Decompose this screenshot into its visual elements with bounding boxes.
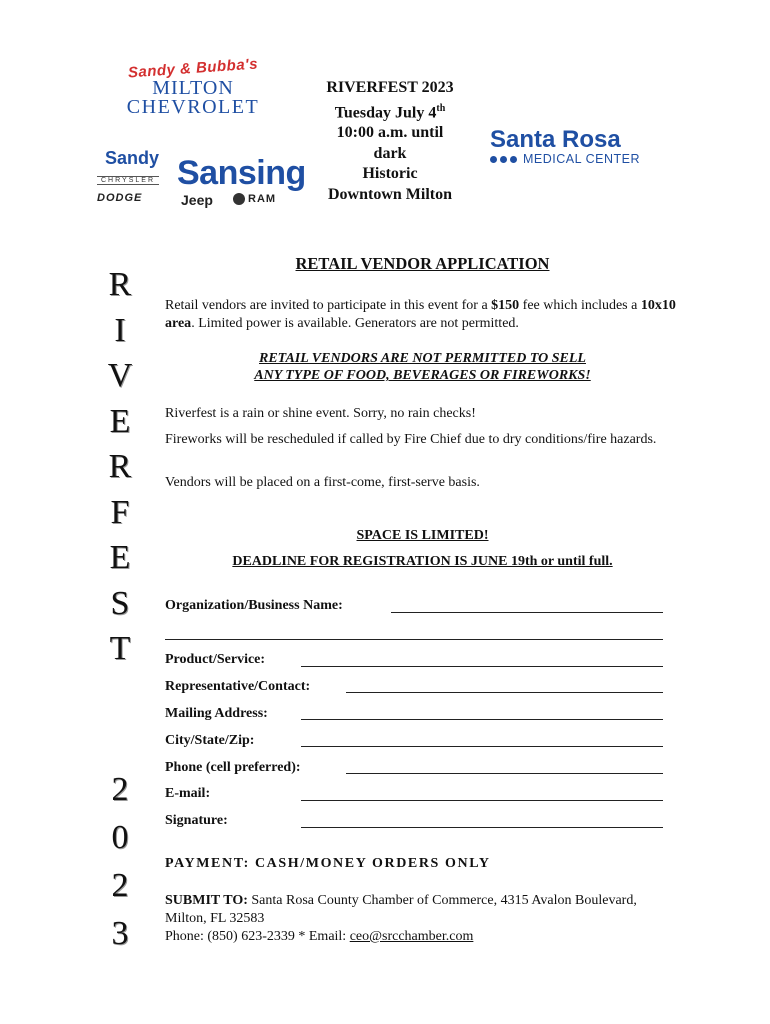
vertical-riverfest-banner <box>100 262 140 672</box>
event-location-1: Historic <box>362 165 418 183</box>
banner-letter: E <box>109 539 131 576</box>
santa-rosa-medical-center-logo <box>490 128 680 166</box>
mailing-label: Mailing Address: <box>165 706 268 721</box>
org-field[interactable] <box>391 612 663 613</box>
logo-ram-text: RAM <box>248 193 277 205</box>
placement-policy: Vendors will be placed on a first-come, first-serve basis. <box>165 475 480 490</box>
product-field[interactable] <box>301 666 663 667</box>
submit-info: SUBMIT TO: Santa Rosa County Chamber of Commerce, 4315 Avalon Boulevard, Milton, FL 32583 Phone: (850) 623-2339 * Email: ceo@srcchamber.com <box>165 893 637 944</box>
banner-letter: F <box>110 493 130 531</box>
logo-jeep-text: Jeep <box>181 192 213 208</box>
sandy-sansing-logo <box>95 146 305 210</box>
rain-policy: Riverfest is a rain or shine event. Sorry, no rain checks! <box>165 406 476 421</box>
fireworks-policy: Fireworks will be rescheduled if called by Fire Chief due to dry conditions/fire hazards. <box>165 432 657 447</box>
logo-sandy-bubba-text: Sandy & Bubba's <box>127 55 259 82</box>
logo-ram <box>233 193 276 205</box>
logo-sansing-text: Sansing <box>177 154 306 192</box>
intro-paragraph: Retail vendors are invited to participate in this event for a $150 fee which includes a 10x10 area. Limited power is available. Generators are not permitted. <box>165 298 676 331</box>
vendor-restriction-warning: RETAIL VENDORS ARE NOT PERMITTED TO SELL ANY TYPE OF FOOD, BEVERAGES OR FIREWORKS! <box>254 351 591 383</box>
banner-letter: V <box>107 357 133 394</box>
email-field[interactable] <box>301 800 663 801</box>
event-time-end: dark <box>373 144 407 162</box>
logo-medical-center-text: MEDICAL CENTER <box>523 152 640 166</box>
logo-santa-rosa-text: Santa Rosa <box>490 126 621 153</box>
logo-dodge-text: DODGE <box>97 192 143 204</box>
rep-field[interactable] <box>346 692 663 693</box>
dots-icon <box>490 156 517 163</box>
signature-label: Signature: <box>165 813 228 828</box>
signature-field[interactable] <box>301 827 663 828</box>
rep-label: Representative/Contact: <box>165 679 311 694</box>
org-label: Organization/Business Name: <box>165 598 343 613</box>
ram-head-icon <box>233 193 245 205</box>
payment-info: PAYMENT: CASH/MONEY ORDERS ONLY <box>165 856 491 871</box>
event-title: RIVERFEST 2023 <box>326 79 454 96</box>
banner-digit: 3 <box>111 915 129 952</box>
banner-letter: T <box>109 630 131 667</box>
banner-digit: 2 <box>111 867 129 904</box>
space-limited-notice: SPACE IS LIMITED! <box>356 528 489 543</box>
banner-letter: S <box>110 584 130 622</box>
logo-chrysler-text: CHRYSLER <box>97 176 159 185</box>
phone-field[interactable] <box>346 773 663 774</box>
banner-digit: 2 <box>111 771 129 808</box>
banner-letter: I <box>114 311 126 349</box>
city-label: City/State/Zip: <box>165 733 255 748</box>
org-field-line-2[interactable] <box>165 639 663 640</box>
event-date: Tuesday July 4th <box>334 102 446 121</box>
deadline-notice: DEADLINE FOR REGISTRATION IS JUNE 19th or until full. <box>232 554 613 569</box>
banner-letter: R <box>108 448 132 485</box>
product-label: Product/Service: <box>165 652 266 667</box>
event-details <box>290 78 490 205</box>
logo-sandy-text: Sandy <box>105 148 160 168</box>
event-location-2: Downtown Milton <box>327 185 452 203</box>
phone-label: Phone (cell preferred): <box>165 760 301 775</box>
city-field[interactable] <box>301 746 663 747</box>
email-link[interactable]: ceo@srcchamber.com <box>349 929 474 944</box>
vertical-year-banner <box>100 767 140 959</box>
mailing-field[interactable] <box>301 719 663 720</box>
sandy-bubba-chevrolet-logo <box>108 55 278 118</box>
event-time: 10:00 a.m. until <box>336 124 444 142</box>
logo-chevrolet-text: CHEVROLET <box>126 96 260 118</box>
submit-label: SUBMIT TO: <box>165 893 248 908</box>
logo-milton-text: MILTON <box>152 77 234 99</box>
banner-letter: R <box>108 266 132 303</box>
email-label: E-mail: <box>165 786 211 801</box>
page-title: RETAIL VENDOR APPLICATION <box>295 254 550 273</box>
banner-digit: 0 <box>111 819 129 856</box>
banner-letter: E <box>109 402 131 440</box>
